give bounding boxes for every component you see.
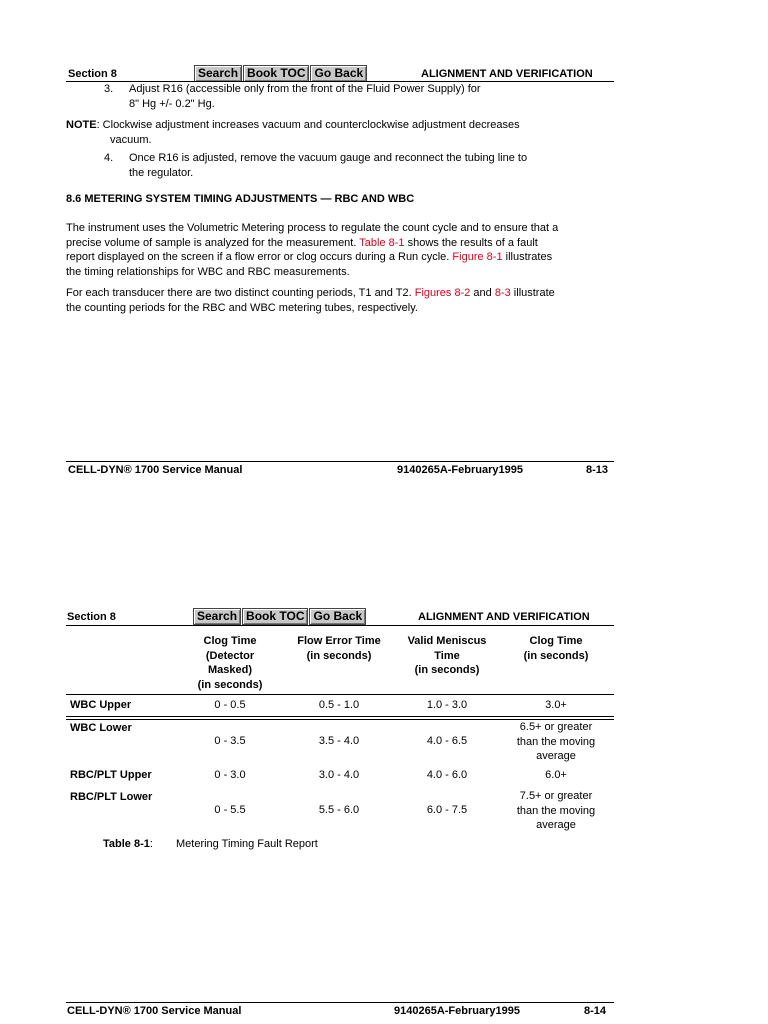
table-cell: 6.0+ [545, 769, 567, 781]
page1-nav-buttons [194, 65, 368, 82]
page2-nav-buttons [193, 608, 367, 625]
footer-manual-title: CELL-DYN® 1700 Service Manual [68, 464, 243, 476]
figures-8-2-link[interactable]: Figures 8-2 [414, 287, 471, 299]
step-4-number: 4. [104, 152, 114, 164]
table-cell: 6.0 - 7.5 [426, 804, 468, 816]
paragraph-1: The instrument uses the Volumetric Metering process to regulate the count cycle and to ensure that a precise volume of sample is analyzed for the measurement. Table 8-1 shows the results of a fault report displayed on the screen if a flow error or clog occurs during a Run cycle. Figure 8-1 illustrates the timing relationships for WBC and RBC measurements. [66, 222, 559, 278]
page2-header-title: ALIGNMENT AND VERIFICATION [418, 611, 590, 623]
go-back-button[interactable]: Go Back [309, 608, 366, 625]
footer-page-number: 8-13 [586, 464, 609, 476]
table-cell: 7.5+ or greater than the moving average [516, 790, 596, 831]
page2-section-label: Section 8 [67, 611, 116, 623]
footer-page-number: 8-14 [584, 1005, 607, 1017]
note: NOTE: Clockwise adjustment increases vacuum and counterclockwise adjustment decreases vacuum. [66, 119, 520, 146]
table-cell: 4.0 - 6.0 [426, 769, 468, 781]
book-toc-button[interactable]: Book TOC [242, 608, 308, 625]
table-cell: 5.5 - 6.0 [318, 804, 360, 816]
page2-header-rule [66, 625, 614, 626]
table-header-flow-error-time: Flow Error Time (in seconds) [297, 635, 381, 662]
go-back-button[interactable]: Go Back [310, 65, 367, 82]
paragraph-2: For each transducer there are two distinct counting periods, T1 and T2. Figures 8-2 and 8-3 illustrate the counting periods for the RBC and WBC metering tubes, respectively. [66, 287, 555, 314]
table-cell: 4.0 - 6.5 [426, 735, 468, 747]
page2-footer-rule [66, 1002, 614, 1003]
figure-8-1-link[interactable]: Figure 8-1 [452, 251, 503, 263]
book-toc-button[interactable]: Book TOC [243, 65, 309, 82]
caption-label: Table 8-1 [103, 838, 150, 850]
note-label: NOTE [66, 119, 97, 131]
table-header-valid-meniscus-time: Valid Meniscus Time (in seconds) [407, 635, 487, 676]
table-caption: Table 8-1: Metering Timing Fault Report [103, 838, 318, 850]
table-cell: 1.0 - 3.0 [426, 699, 468, 711]
table-cell: 0 - 5.5 [214, 804, 246, 816]
row-label-rbc-plt-lower: RBC/PLT Lower [70, 791, 153, 803]
search-button[interactable]: Search [193, 608, 241, 625]
row-label-wbc-lower: WBC Lower [70, 722, 132, 734]
section-heading: 8.6 METERING SYSTEM TIMING ADJUSTMENTS — RBC AND WBC [66, 193, 415, 205]
table-header-rule [66, 694, 614, 695]
table-cell: 3.5 - 4.0 [318, 735, 360, 747]
table-cell: 3.0+ [545, 699, 567, 711]
figure-8-3-link[interactable]: 8-3 [494, 287, 511, 299]
page1-section-label: Section 8 [68, 68, 117, 80]
table-cell: 6.5+ or greater than the moving average [516, 721, 596, 762]
row-label-rbc-plt-upper: RBC/PLT Upper [70, 769, 152, 781]
table-cell: 0 - 3.0 [214, 769, 246, 781]
row-label-wbc-upper: WBC Upper [70, 699, 132, 711]
table-cell: 0.5 - 1.0 [318, 699, 360, 711]
step-4-text: Once R16 is adjusted, remove the vacuum gauge and reconnect the tubing line to the regulator. [129, 152, 528, 179]
page1-header-title: ALIGNMENT AND VERIFICATION [421, 68, 593, 80]
step-3-text: Adjust R16 (accessible only from the front of the Fluid Power Supply) for 8" Hg +/- 0.2" Hg. [129, 83, 481, 110]
table-8-1-link[interactable]: Table 8-1 [359, 236, 405, 249]
footer-manual-title: CELL-DYN® 1700 Service Manual [67, 1005, 242, 1017]
page1-footer-rule [66, 461, 614, 462]
step-3-number: 3. [104, 83, 114, 95]
search-button[interactable]: Search [194, 65, 242, 82]
table-header-clog-time: Clog Time (in seconds) [523, 635, 589, 662]
table-header-clog-time-masked: Clog Time (Detector Masked) (in seconds) [197, 635, 263, 691]
table-cell: 3.0 - 4.0 [318, 769, 360, 781]
footer-doc-number: 9140265A-February1995 [394, 1005, 520, 1017]
table-cell: 0 - 3.5 [214, 735, 246, 747]
caption-text: Metering Timing Fault Report [176, 838, 318, 850]
footer-doc-number: 9140265A-February1995 [397, 464, 523, 476]
table-cell: 0 - 0.5 [214, 699, 246, 711]
